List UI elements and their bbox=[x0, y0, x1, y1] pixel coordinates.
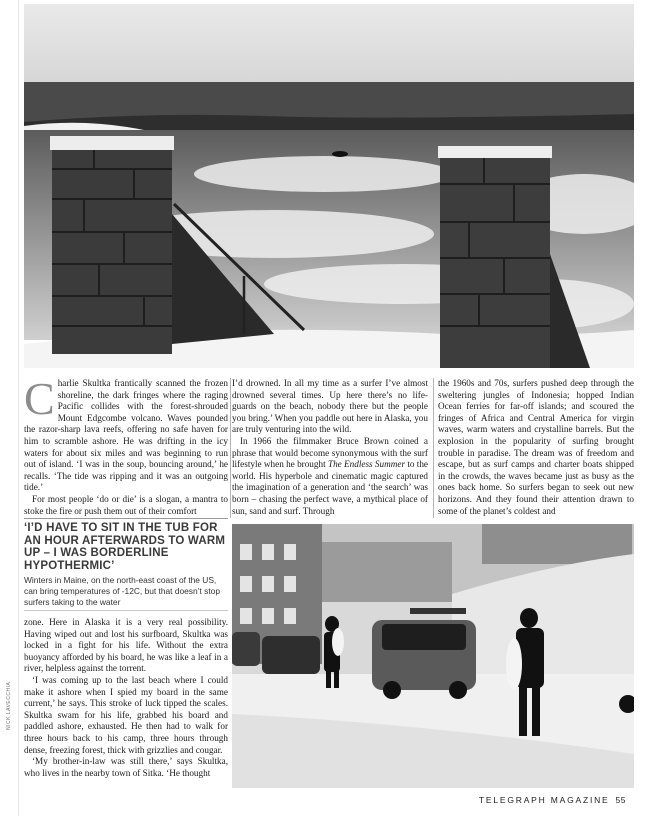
article-paragraph: ‘My brother-in-law was still there,’ says Skultka, who lives in the nearby town of Sitka. ‘He thought bbox=[24, 756, 228, 778]
page-number: 55 bbox=[615, 795, 626, 805]
article-paragraph bbox=[232, 436, 428, 517]
article-text: harlie Skultka frantically scanned the frozen shoreline, the dark fringes where the raging Pacific collides with the forest-shrouded Mount Edgcombe volcano. Waves pounded the razor-sharp lava reefs, offering no safe haven for him to scramble ashore. He was drifting in the icy waters for about six miles and was beginning to run out of island. ‘I was in the soup, bouncing around,’ he recalls. ‘The tide was ripping and it was an outgoing tide.’ bbox=[24, 378, 228, 493]
pull-quote-rule bbox=[24, 518, 228, 519]
article-column-3 bbox=[438, 378, 634, 517]
article-paragraph: the 1960s and 70s, surfers pushed deep through the sweltering jungles of Indonesia; hopped Indian Ocean ferries for far-off islands; and scoured the fringes of Africa and Central America for virgin waves, warm waters and crystalline barrels. But the explosion in the popularity of surfing brought trouble in paradise. The dream was of freedom and escape, but as surf camps and charter boats shipped in the crowds, the waves became just as busy as the ones back home. So surfers began to seek out new horizons. And they found their attention drawn to some of the planet’s coldest and bbox=[438, 378, 634, 516]
article-paragraph: I’d drowned. In all my time as a surfer I’ve almost drowned several times. Up here there’s no life-guards on the beach, nobody there but the people you bring.’ When you paddle out here in Alaska, you are truly venturing into the wild. bbox=[232, 378, 428, 435]
photo-credit: NICK LAVECCHIA bbox=[6, 681, 12, 730]
article-paragraph: ‘I was coming up to the last beach where I could make it ashore when I spied my board in the same current,’ he says. This stroke of luck tipped the scales. Skultka swam for his life, grabbed his board and paddled ashore, exhausted. He then had to walk for three hours back to his camp, three hours through dense, freezing forest, thick with grizzlies and cougar. bbox=[24, 674, 228, 755]
article-column-1-upper bbox=[24, 373, 228, 517]
article-column-2 bbox=[232, 378, 428, 517]
drop-cap: C bbox=[24, 373, 55, 424]
bottom-photo-snowy-street-surfers bbox=[232, 524, 634, 788]
article-paragraph bbox=[24, 373, 228, 494]
article-paragraph: zone. Here in Alaska it is a very real possibility. Having wiped out and lost his surfboard, Skultka was locked in a fight for his life. Without the extra buoyancy afforded by his board, he was like a leaf in a river, helpless against the torrent. bbox=[24, 617, 228, 674]
magazine-name: TELEGRAPH MAGAZINE bbox=[478, 795, 610, 805]
photo-caption: Winters in Maine, on the north-east coast of the US, can bring temperatures of -12C, but that doesn’t stop surfers taking to the water bbox=[24, 575, 220, 608]
column-divider bbox=[230, 378, 231, 518]
pull-quote: ‘I’D HAVE TO SIT IN THE TUB FOR AN HOUR AFTERWARDS TO WARM UP – I WAS BORDERLINE HYPOTHERMIC’ bbox=[24, 522, 226, 572]
caption-rule bbox=[24, 610, 228, 611]
article-paragraph: For most people ‘do or die’ is a slogan, a mantra to stoke the fire or push them out of their comfort bbox=[24, 493, 228, 516]
article-text: In 1966 the filmmaker Bruce Brown coined a phrase that would become synonymous with the surf lifestyle when he brought bbox=[232, 435, 428, 470]
article-column-1-lower bbox=[24, 617, 228, 779]
film-title: The Endless Summer bbox=[327, 459, 406, 470]
page-footer bbox=[479, 795, 626, 805]
article-text: to the world. His hyperbole and cinematic magic captured the imagination of a generation and ‘the search’ was born – chasing the perfect wave, a mythical place of sun, sand and surf. Through bbox=[232, 459, 428, 516]
column-divider bbox=[433, 378, 434, 518]
page-margin-line bbox=[18, 0, 19, 816]
top-photo-snowy-pier bbox=[24, 4, 634, 368]
